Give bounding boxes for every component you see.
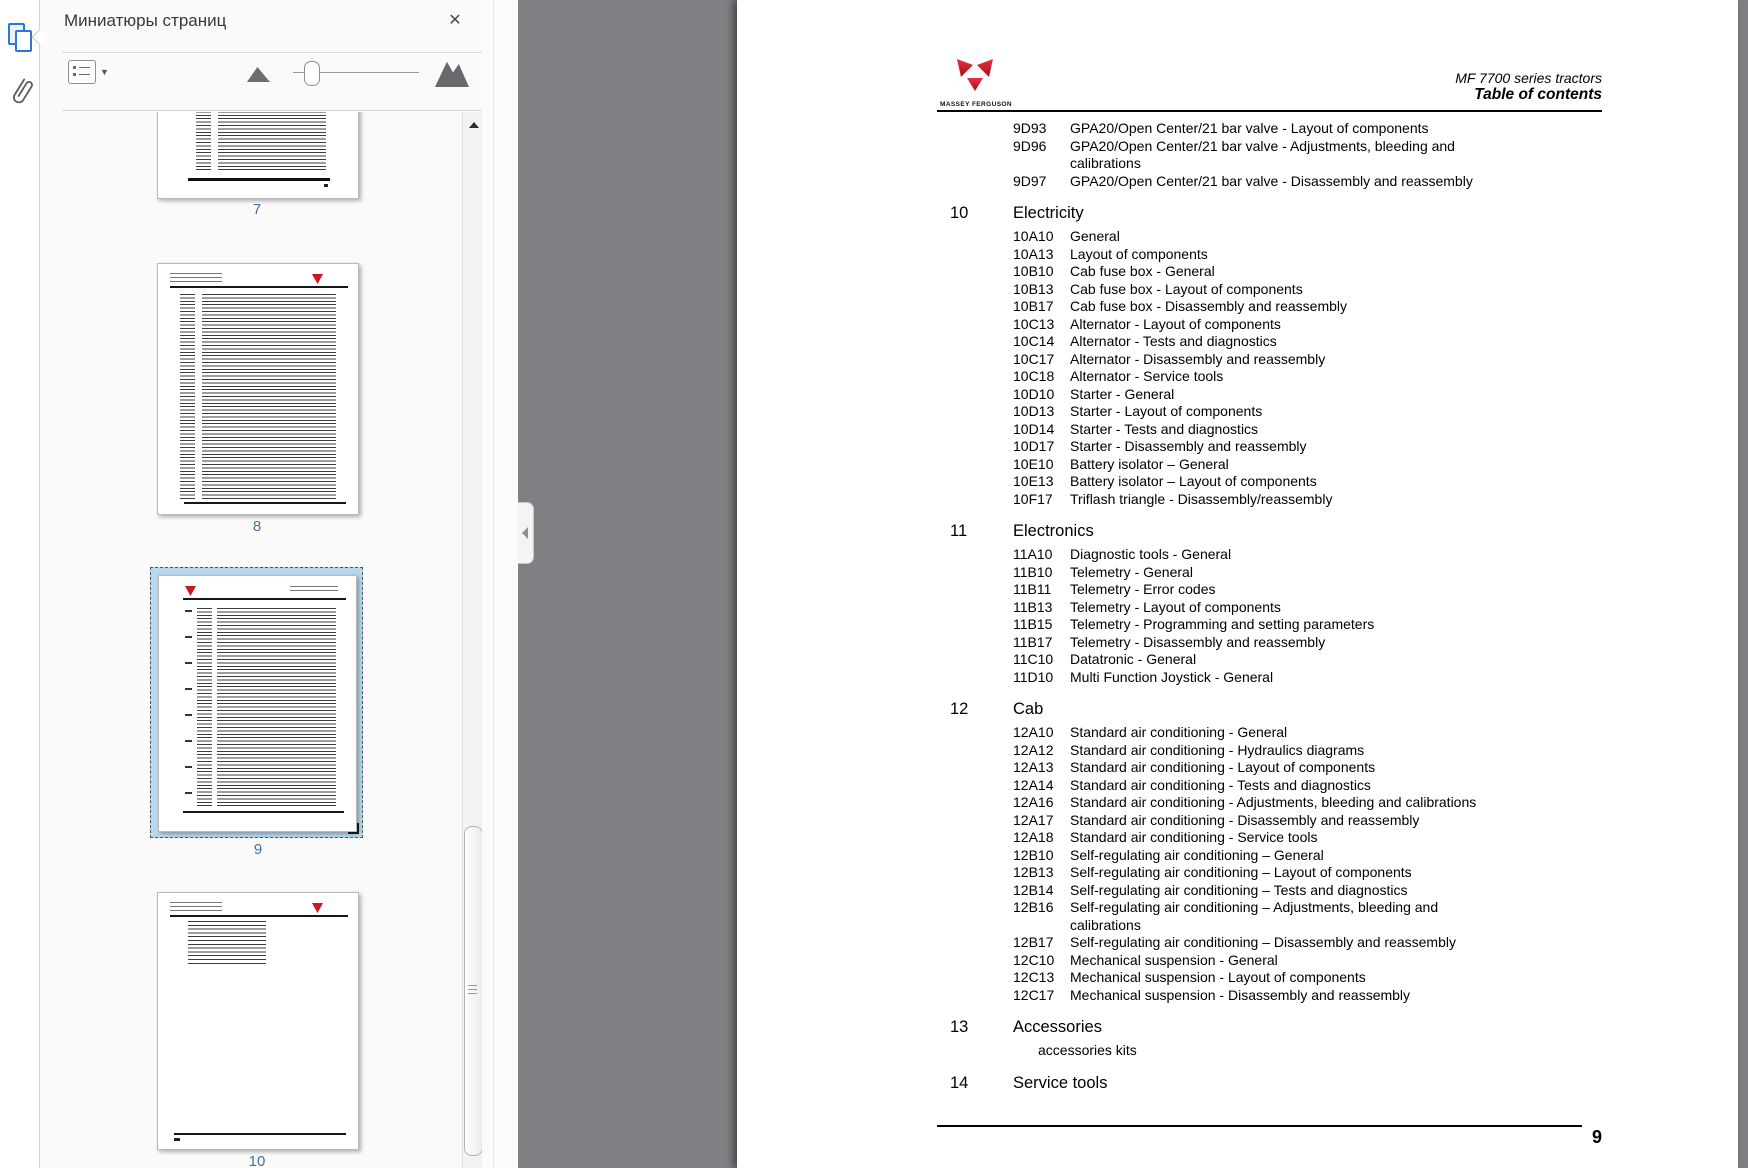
toc-item-code: 12A14 <box>1013 776 1054 793</box>
massey-ferguson-logo-icon <box>955 58 995 100</box>
toc-section-title: Electricity <box>1013 204 1084 222</box>
toc-item-title: Mechanical suspension - Layout of components <box>1070 969 1366 985</box>
toc-item <box>1013 952 1738 970</box>
toc-item-code: 10B10 <box>1013 263 1054 279</box>
toc-item <box>1013 228 1738 246</box>
toc-item <box>1013 599 1738 617</box>
toc-item <box>1013 864 1738 882</box>
toc-item-title: General <box>1070 228 1120 244</box>
toc-item <box>1013 777 1738 795</box>
toc-item-title: Self-regulating air conditioning – Layout of components <box>1070 864 1412 880</box>
page-thumbnails-icon[interactable] <box>7 22 35 54</box>
toc-item <box>1013 742 1738 760</box>
toc-item-title: Telemetry - Error codes <box>1070 581 1216 597</box>
toc-item-code: 11B15 <box>1013 616 1053 632</box>
collapse-left-arrow-icon <box>522 527 528 539</box>
toc-item-title: Starter - Layout of components <box>1070 403 1263 419</box>
toc-item <box>1013 616 1738 634</box>
thumbnail-page-number: 7 <box>252 201 262 218</box>
toc-item <box>1013 829 1738 847</box>
toc-item-continuation: calibrations <box>1070 916 1141 933</box>
toc-section-number: 11 <box>950 522 968 540</box>
toc-section <box>950 1072 1738 1094</box>
toc-item <box>1013 368 1738 386</box>
toc-item <box>1013 351 1738 369</box>
toc-item-code: 10D13 <box>1013 403 1055 419</box>
scroll-up-arrow-icon[interactable] <box>469 122 479 128</box>
toc-item-code: 12A12 <box>1013 741 1054 758</box>
collapse-panel-button[interactable] <box>518 502 534 564</box>
toc-item-code: 10C13 <box>1013 315 1055 332</box>
toc-item <box>1013 120 1738 138</box>
thumbnail-list <box>40 112 462 1168</box>
toc-section-number: 13 <box>950 1018 969 1036</box>
toc-section-title: Service tools <box>1013 1073 1108 1092</box>
toc-section-number: 14 <box>950 1073 969 1092</box>
toc-item-code: 10C14 <box>1013 333 1055 349</box>
toc-item <box>1013 246 1738 264</box>
toc-item-title: Standard air conditioning - Adjustments, bleeding and calibrations <box>1070 794 1477 810</box>
toc-item-code: 11D10 <box>1013 668 1054 685</box>
toc-item <box>1013 812 1738 830</box>
thumbnail-page-number: 8 <box>252 518 262 535</box>
page-number: 9 <box>1591 1127 1602 1147</box>
page-header <box>1455 70 1602 104</box>
toc-item <box>1013 421 1738 439</box>
toc-item-title: Battery isolator – Layout of components <box>1070 473 1317 489</box>
pdf-page <box>737 0 1738 1168</box>
panel-scrollbar-thumb[interactable] <box>464 826 483 1156</box>
toc-item <box>1013 794 1738 812</box>
toc-item-code: 10E13 <box>1013 473 1054 489</box>
thumbnail-options-button[interactable] <box>68 60 96 84</box>
toc-item-title: Self-regulating air conditioning – Adjustments, bleeding and <box>1070 899 1439 915</box>
toc-section-title: Cab <box>1013 700 1044 718</box>
toc-item-code: 12A16 <box>1013 794 1054 810</box>
toc-item-code: 10B17 <box>1013 298 1054 314</box>
toc-item-code: 9D93 <box>1013 120 1047 136</box>
toc-item-title: Telemetry - Programming and setting parameters <box>1070 616 1375 632</box>
toc-item-title: Mechanical suspension - Disassembly and reassembly <box>1070 986 1411 1003</box>
document-view-area[interactable] <box>518 0 1748 1168</box>
toc-item-code: 10C18 <box>1013 368 1055 384</box>
toc-item-continuation: calibrations <box>1070 155 1141 171</box>
toc-item <box>1013 438 1738 456</box>
toc-section-number: 10 <box>950 204 969 222</box>
toc-item-code: 9D97 <box>1013 172 1047 189</box>
toc-item-title: Datatronic - General <box>1070 651 1197 667</box>
table-of-contents <box>737 120 1738 1098</box>
toc-item-title: Triflash triangle - Disassembly/reassembly <box>1070 490 1333 507</box>
toc-item-code: 12C10 <box>1013 951 1055 968</box>
toc-item-code: 12B14 <box>1013 881 1054 898</box>
toc-item <box>1013 333 1738 351</box>
toc-item-title: Telemetry - Disassembly and reassembly <box>1070 633 1326 650</box>
toc-section-title: Electronics <box>1013 522 1094 540</box>
toc-item <box>1013 316 1738 334</box>
brand-name: MASSEY FERGUSON <box>940 101 1012 108</box>
zoom-out-thumbnails-icon[interactable] <box>247 67 270 82</box>
toc-item-code: 12B17 <box>1013 934 1054 950</box>
toc-item <box>1013 651 1738 669</box>
toc-item-title: Standard air conditioning - Layout of components <box>1070 759 1376 775</box>
toc-item-title: Multi Function Joystick - General <box>1070 668 1274 685</box>
toc-item-code: 10A13 <box>1013 245 1054 262</box>
toc-item-title: Alternator - Service tools <box>1070 368 1224 384</box>
attachments-paperclip-icon[interactable] <box>6 74 36 114</box>
toc-item-code: 10F17 <box>1013 490 1053 507</box>
toc-item-title: Starter - General <box>1070 385 1175 402</box>
toc-item-title: GPA20/Open Center/21 bar valve - Adjustments, bleeding and <box>1070 137 1455 154</box>
toc-item <box>1013 546 1738 564</box>
toc-item <box>1013 386 1738 404</box>
header-section-title: Table of contents <box>1474 86 1602 103</box>
toc-item <box>1013 987 1738 1005</box>
toc-item <box>1013 491 1738 509</box>
toc-item-title: Cab fuse box - General <box>1070 263 1215 279</box>
scrollbar-grip-icon <box>468 985 477 994</box>
toc-item-title: Self-regulating air conditioning – Tests and diagnostics <box>1070 881 1408 898</box>
toc-item <box>1013 456 1738 474</box>
toc-item-title: Standard air conditioning - Service tools <box>1070 829 1318 845</box>
toc-item-title: Diagnostic tools - General <box>1070 546 1232 562</box>
toc-item <box>1013 934 1738 952</box>
thumbnails-panel <box>40 0 518 1168</box>
toc-item-code: 10D17 <box>1013 438 1055 454</box>
toc-item-code: 10A10 <box>1013 228 1054 244</box>
zoom-in-thumbnails-icon[interactable] <box>435 59 469 87</box>
toc-section-number: 12 <box>950 700 969 718</box>
toc-item <box>1013 847 1738 865</box>
thumbnail-page-number: 9 <box>253 841 263 858</box>
chevron-down-icon[interactable]: ▼ <box>100 67 109 77</box>
toc-item <box>1013 759 1738 777</box>
toc-section <box>950 1016 1738 1038</box>
toc-item-code: 10E10 <box>1013 455 1054 472</box>
toc-item-title: Alternator - Disassembly and reassembly <box>1070 350 1326 367</box>
toc-item-title: Self-regulating air conditioning – General <box>1070 846 1324 863</box>
page-thumbnail[interactable] <box>157 263 359 515</box>
toc-item-code: 11B13 <box>1013 598 1053 615</box>
toc-item <box>1013 403 1738 421</box>
toc-item-code: 11C10 <box>1013 651 1054 667</box>
toc-item-title: Starter - Disassembly and reassembly <box>1070 438 1307 454</box>
toc-item <box>1013 634 1738 652</box>
toc-item-title: GPA20/Open Center/21 bar valve - Layout of components <box>1070 120 1429 136</box>
toc-item-title: Standard air conditioning - General <box>1070 724 1288 740</box>
toc-item-title: Mechanical suspension - General <box>1070 951 1278 968</box>
toc-item-title: Alternator - Layout of components <box>1070 315 1281 332</box>
thumbnail-zoom-slider-handle[interactable] <box>304 61 320 86</box>
page-thumbnail[interactable] <box>157 892 359 1150</box>
toc-item-code: 12A13 <box>1013 759 1054 775</box>
toc-item-code: 12A18 <box>1013 829 1054 845</box>
footer-rule <box>937 1125 1582 1127</box>
toc-item-title: Starter - Tests and diagnostics <box>1070 420 1259 437</box>
toc-item-title: Telemetry - General <box>1070 563 1193 580</box>
toc-item <box>1013 882 1738 900</box>
thumbnail-page-number: 10 <box>248 1153 266 1168</box>
toc-item-code: 10C17 <box>1013 350 1055 367</box>
page-thumbnail[interactable] <box>158 575 357 832</box>
navigation-iconbar <box>0 0 40 1168</box>
toc-item-code: 11B17 <box>1013 633 1053 650</box>
toc-item <box>1013 724 1738 742</box>
toc-item-code: 12C17 <box>1013 986 1055 1003</box>
panel-title: Миниатюры страниц <box>64 11 227 30</box>
toc-item <box>1013 173 1738 191</box>
toc-section <box>950 520 1738 542</box>
close-icon[interactable]: ✕ <box>448 12 462 29</box>
toc-item-code: 10D10 <box>1013 385 1055 402</box>
toc-item-title: Standard air conditioning - Hydraulics diagrams <box>1070 741 1365 758</box>
toc-item-title: GPA20/Open Center/21 bar valve - Disassembly and reassembly <box>1070 172 1473 189</box>
toc-section-title: Accessories <box>1013 1018 1102 1036</box>
toc-item-code: 11B10 <box>1013 563 1053 580</box>
panel-header-divider <box>62 52 482 53</box>
toc-item-title: Telemetry - Layout of components <box>1070 598 1281 615</box>
toc-item-code: 12C13 <box>1013 969 1055 985</box>
header-series-title: MF 7700 series tractors <box>1455 70 1602 86</box>
toc-item-title: Cab fuse box - Disassembly and reassembly <box>1070 298 1348 314</box>
toc-item-title: Standard air conditioning - Disassembly and reassembly <box>1070 811 1420 828</box>
panel-toolbar-divider <box>62 110 482 111</box>
toc-sub-item: accessories kits <box>1038 1042 1137 1058</box>
toc-item-code: 12B13 <box>1013 864 1054 880</box>
toc-item <box>1013 473 1738 491</box>
toc-item <box>1013 298 1738 316</box>
toc-item <box>1013 564 1738 582</box>
page-thumbnail[interactable] <box>157 112 359 199</box>
toc-item-code: 12A17 <box>1013 811 1054 828</box>
toc-item-code: 10D14 <box>1013 420 1055 437</box>
panel-scrollbar[interactable] <box>462 112 483 1168</box>
header-rule <box>937 110 1602 112</box>
toc-item-code: 11A10 <box>1013 546 1053 562</box>
toc-section <box>950 698 1738 720</box>
panel-splitter[interactable] <box>482 0 518 1168</box>
toc-item <box>1013 969 1738 987</box>
toc-item-title: Alternator - Tests and diagnostics <box>1070 333 1277 349</box>
toc-item-title: Cab fuse box - Layout of components <box>1070 280 1303 297</box>
page-front-shape <box>15 30 32 52</box>
toc-item <box>1013 263 1738 281</box>
toc-section <box>950 202 1738 224</box>
toc-item <box>1013 669 1738 687</box>
toc-item-code: 12B16 <box>1013 899 1054 915</box>
toc-item-code: 9D96 <box>1013 137 1047 154</box>
toc-item <box>1013 281 1738 299</box>
toc-item-title: Battery isolator – General <box>1070 455 1229 472</box>
toc-item <box>1013 581 1738 599</box>
toc-item-title: Standard air conditioning - Tests and diagnostics <box>1070 776 1371 793</box>
toc-item-code: 11B11 <box>1013 581 1052 597</box>
toc-item-title: Self-regulating air conditioning – Disassembly and reassembly <box>1070 934 1456 950</box>
toc-item <box>1013 899 1738 917</box>
toc-item-code: 12A10 <box>1013 724 1054 740</box>
toc-item-code: 10B13 <box>1013 280 1054 297</box>
toc-item-code: 12B10 <box>1013 846 1054 863</box>
toc-item <box>1013 138 1738 156</box>
toc-item-title: Layout of components <box>1070 245 1208 262</box>
